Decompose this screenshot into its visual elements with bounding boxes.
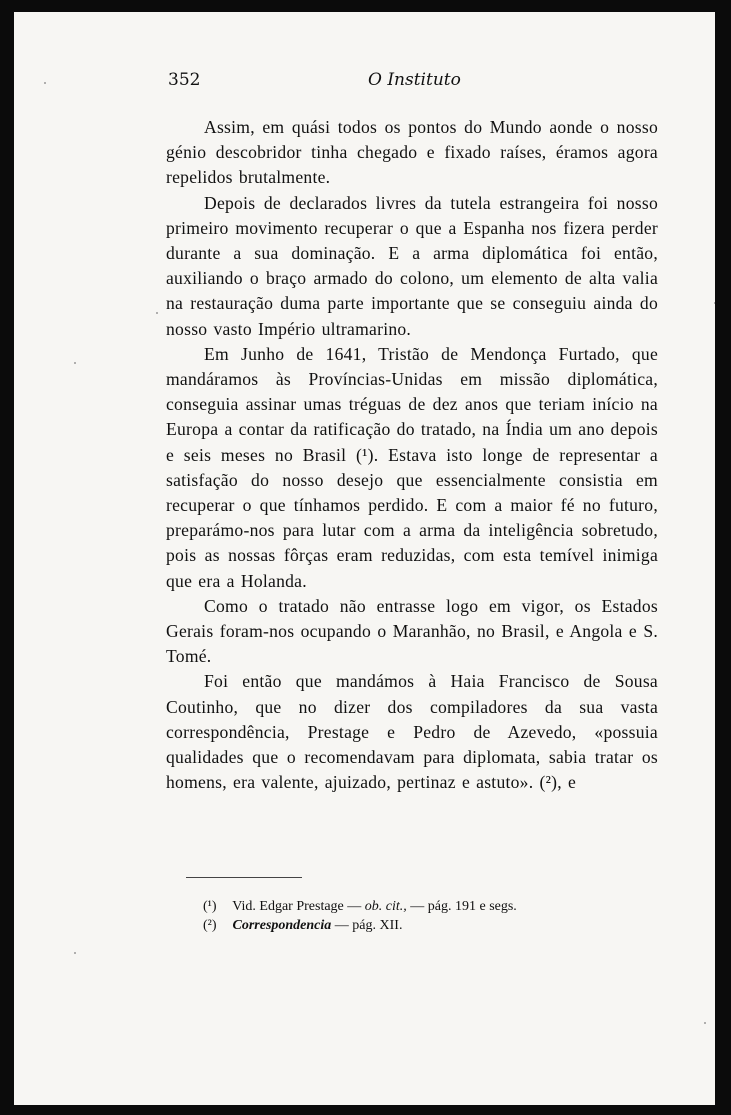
footnotes <box>203 897 643 935</box>
paragraph: Depois de declarados livres da tutela estrangeira foi nosso primeiro movimento recuperar o que a Espanha nos fizera perder durante a sua dominação. E a arma diplomática foi então, auxiliando o braço armado do colono, um elemento de alta valia na restauração duma parte importante que se conseguiu ainda do nosso vasto Império ultramarino. <box>166 192 658 339</box>
running-title: O Instituto <box>368 70 461 90</box>
paper-speck <box>74 952 76 954</box>
footnote-citation: Correspondencia <box>232 918 332 933</box>
paper-speck <box>714 302 716 304</box>
paragraph: Em Junho de 1641, Tristão de Mendonça Furtado, que mandáramos às Províncias-Unidas em missão diplomática, conseguia assinar umas tréguas de dez anos que teriam início na Europa a contar da ratificação do tratado, na Índia um ano depois e seis meses no Brasil (¹). Estava isto longe de representar a satisfação do nosso desejo que essencialmente consistia em recuperar o que tínhamos perdido. E com a maior fé no futuro, preparámo-nos para lutar com a arma da inteligência sobretudo, pois as nossas fôrças eram reduzidas, com esta temível inimiga que era a Holanda. <box>166 343 658 591</box>
page-header <box>168 70 638 94</box>
footnote-1 <box>203 897 643 916</box>
paper-speck <box>704 1022 706 1024</box>
paragraph: Assim, em quási todos os pontos do Mundo aonde o nosso génio descobridor tinha chegado e fixado raíses, éramos agora repelidos brutalmente. <box>166 117 658 188</box>
footnote-divider <box>186 877 302 878</box>
paragraph: Foi então que mandámos à Haia Francisco de Sousa Coutinho, que no dizer dos compiladores da sua vasta correspondência, Prestage e Pedro de Azevedo, «possuia qualidades que o recomendavam para diplomata, sabia tratar os homens, era valente, ajuizado, pertinaz e astuto». (²), e <box>166 671 658 793</box>
page-number: 352 <box>168 70 201 90</box>
footnote-mark: (²) <box>203 918 217 933</box>
footnote-citation: ob. cit., <box>364 899 407 914</box>
paper-speck <box>156 312 158 314</box>
paragraph: Como o tratado não entrasse logo em vigor, os Estados Gerais foram-nos ocupando o Maranhão, no Brasil, e Angola e S. Tomé. <box>166 595 658 667</box>
body-text <box>166 115 658 795</box>
footnote-text: Vid. Edgar Prestage — <box>232 899 362 914</box>
footnote-mark: (¹) <box>203 899 217 914</box>
footnote-text: — pág. 191 e segs. <box>410 899 517 914</box>
footnote-text: — pág. XII. <box>334 918 403 933</box>
paper-speck <box>74 362 76 364</box>
footnote-2 <box>203 916 643 935</box>
paper-speck <box>44 82 46 84</box>
